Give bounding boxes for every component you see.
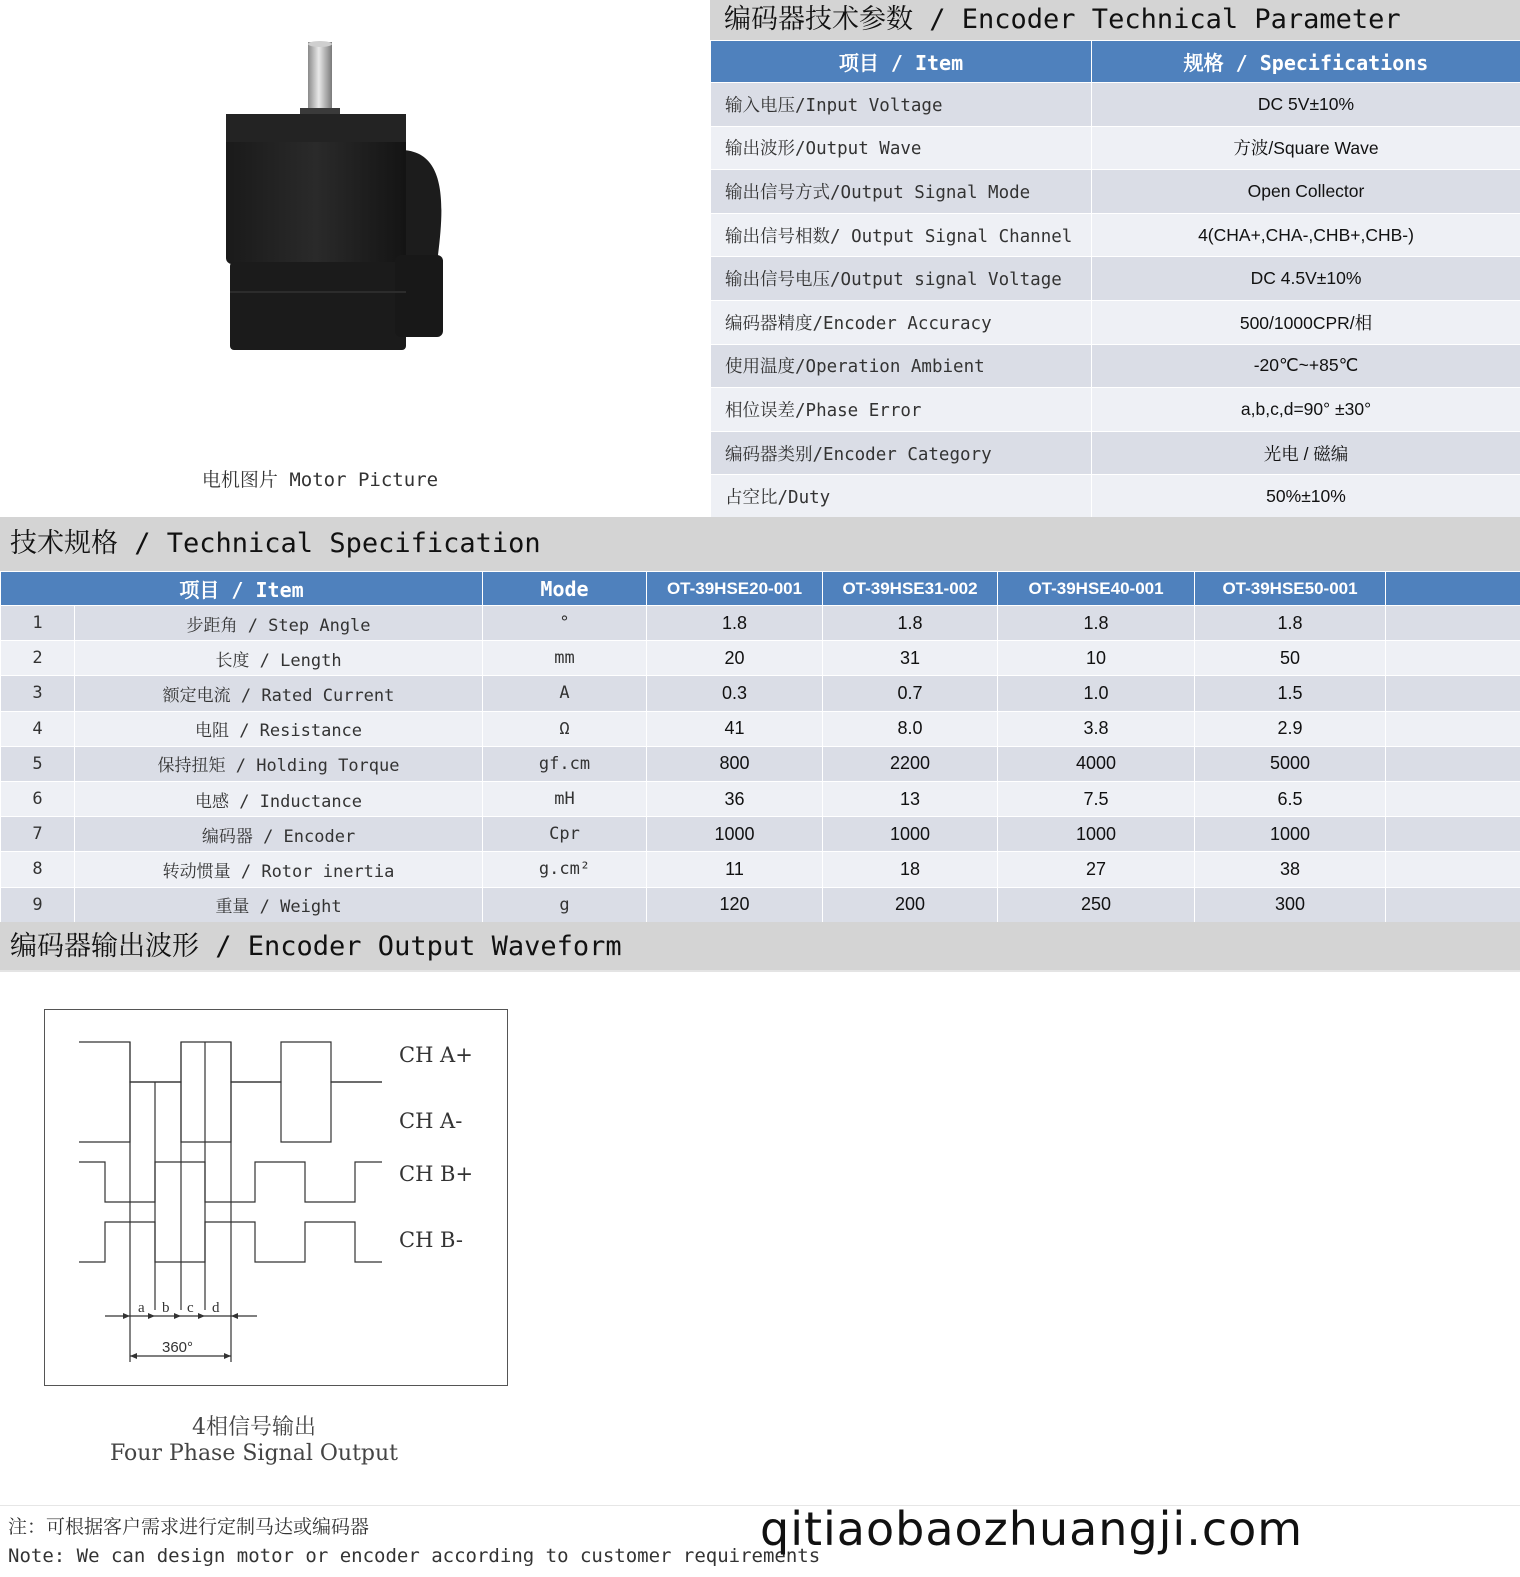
encoder-header-item: 项目 / Item [711, 41, 1092, 83]
encoder-table-row [711, 388, 1520, 432]
tech-row-unit: ° [483, 606, 647, 641]
tech-empty-cell [1386, 746, 1520, 781]
tech-value-cell: 7.5 [998, 781, 1195, 816]
tech-value-cell: 20 [647, 641, 823, 676]
channel-label-a-plus: CH A+ [399, 1043, 473, 1067]
encoder-item-cell: 输出信号方式/Output Signal Mode [711, 170, 1092, 214]
encoder-table-row [711, 170, 1520, 214]
encoder-spec-cell: a,b,c,d=90° ±30° [1092, 388, 1520, 432]
tech-row-label: 额定电流 / Rated Current [75, 676, 483, 711]
tech-header-model: OT-39HSE50-001 [1195, 572, 1386, 606]
encoder-spec-cell: 4(CHA+,CHA-,CHB+,CHB-) [1092, 213, 1520, 257]
encoder-spec-cell: 方波/Square Wave [1092, 126, 1520, 170]
tech-row-label: 电感 / Inductance [75, 781, 483, 816]
tech-row-number: 9 [1, 887, 75, 922]
tech-empty-cell [1386, 641, 1520, 676]
waveform-section-title: 编码器输出波形 / Encoder Output Waveform [0, 922, 1520, 972]
tech-table-row [1, 852, 1520, 887]
tech-value-cell: 120 [647, 887, 823, 922]
encoder-spec-cell: 50%±10% [1092, 475, 1520, 519]
tech-row-unit: Cpr [483, 817, 647, 852]
phase-label-c: c [187, 1300, 194, 1316]
tech-table-row [1, 606, 1520, 641]
tech-value-cell: 10 [998, 641, 1195, 676]
encoder-parameter-section [710, 0, 1520, 517]
tech-table-row [1, 711, 1520, 746]
encoder-item-cell: 相位误差/Phase Error [711, 388, 1092, 432]
encoder-item-cell: 输入电压/Input Voltage [711, 83, 1092, 127]
tech-row-label: 步距角 / Step Angle [75, 606, 483, 641]
phase-label-b: b [162, 1300, 170, 1316]
tech-value-cell: 50 [1195, 641, 1386, 676]
encoder-item-cell: 编码器精度/Encoder Accuracy [711, 300, 1092, 344]
tech-row-label: 保持扭矩 / Holding Torque [75, 746, 483, 781]
phase-label-d: d [212, 1300, 220, 1316]
tech-value-cell: 2200 [823, 746, 998, 781]
tech-header-mode: Mode [483, 572, 647, 606]
waveform-caption-cn: 4相信号输出 [192, 1415, 316, 1440]
tech-row-unit: gf.cm [483, 746, 647, 781]
encoder-table-header [711, 41, 1520, 83]
site-watermark: qitiaobaozhuangji.com [760, 1502, 1304, 1556]
tech-spec-table [0, 571, 1520, 923]
encoder-spec-cell: DC 4.5V±10% [1092, 257, 1520, 301]
encoder-spec-cell: Open Collector [1092, 170, 1520, 214]
tech-row-number: 4 [1, 711, 75, 746]
encoder-table-row [711, 475, 1520, 519]
tech-value-cell: 1000 [998, 817, 1195, 852]
tech-header-item: 项目 / Item [1, 572, 483, 606]
tech-row-number: 6 [1, 781, 75, 816]
tech-value-cell: 6.5 [1195, 781, 1386, 816]
motor-caption: 电机图片 Motor Picture [201, 469, 439, 491]
tech-value-cell: 300 [1195, 887, 1386, 922]
tech-table-row [1, 817, 1520, 852]
tech-section-title: 技术规格 / Technical Specification [0, 517, 1520, 571]
encoder-spec-cell: 500/1000CPR/相 [1092, 300, 1520, 344]
tech-value-cell: 5000 [1195, 746, 1386, 781]
tech-header-model: OT-39HSE40-001 [998, 572, 1195, 606]
tech-row-number: 1 [1, 606, 75, 641]
tech-value-cell: 2.9 [1195, 711, 1386, 746]
tech-value-cell: 27 [998, 852, 1195, 887]
motor-image [200, 30, 460, 370]
tech-header-model: OT-39HSE31-002 [823, 572, 998, 606]
tech-value-cell: 1.8 [998, 606, 1195, 641]
tech-empty-cell [1386, 676, 1520, 711]
tech-table-row [1, 746, 1520, 781]
tech-table-row [1, 781, 1520, 816]
encoder-spec-cell: DC 5V±10% [1092, 83, 1520, 127]
tech-value-cell: 1000 [1195, 817, 1386, 852]
tech-row-unit: g.cm² [483, 852, 647, 887]
tech-value-cell: 1000 [823, 817, 998, 852]
tech-empty-cell [1386, 817, 1520, 852]
tech-table-row [1, 887, 1520, 922]
encoder-table-row [711, 126, 1520, 170]
waveform-diagram [44, 1009, 508, 1386]
encoder-header-spec: 规格 / Specifications [1092, 41, 1520, 83]
encoder-table-row [711, 213, 1520, 257]
encoder-table-row [711, 83, 1520, 127]
tech-value-cell: 3.8 [998, 711, 1195, 746]
tech-table-row [1, 641, 1520, 676]
encoder-table-row [711, 431, 1520, 475]
channel-label-b-plus: CH B+ [399, 1162, 474, 1186]
tech-row-label: 重量 / Weight [75, 887, 483, 922]
encoder-item-cell: 使用温度/Operation Ambient [711, 344, 1092, 388]
tech-empty-cell [1386, 887, 1520, 922]
encoder-item-cell: 占空比/Duty [711, 475, 1092, 519]
tech-value-cell: 1.8 [823, 606, 998, 641]
tech-row-number: 7 [1, 817, 75, 852]
encoder-spec-cell: 光电 / 磁编 [1092, 431, 1520, 475]
tech-row-number: 2 [1, 641, 75, 676]
tech-row-unit: Ω [483, 711, 647, 746]
tech-row-label: 编码器 / Encoder [75, 817, 483, 852]
phase-label-a: a [138, 1300, 145, 1316]
tech-row-label: 长度 / Length [75, 641, 483, 676]
channel-label-b-minus: CH B- [399, 1228, 463, 1252]
encoder-spec-cell: -20℃~+85℃ [1092, 344, 1520, 388]
encoder-parameter-table [710, 40, 1520, 519]
tech-table-row [1, 676, 1520, 711]
tech-row-unit: A [483, 676, 647, 711]
tech-value-cell: 200 [823, 887, 998, 922]
footer-note-cn: 注：可根据客户需求进行定制马达或编码器 [8, 1516, 370, 1538]
encoder-section-title: 编码器技术参数 / Encoder Technical Parameter [710, 0, 1520, 40]
tech-row-unit: g [483, 887, 647, 922]
tech-value-cell: 8.0 [823, 711, 998, 746]
channel-label-a-minus: CH A- [399, 1109, 463, 1133]
period-label: 360° [162, 1339, 194, 1356]
tech-value-cell: 0.3 [647, 676, 823, 711]
encoder-table-row [711, 344, 1520, 388]
footer-note-en: Note: We can design motor or encoder according to customer requirements [8, 1545, 821, 1567]
tech-empty-cell [1386, 852, 1520, 887]
tech-value-cell: 1000 [647, 817, 823, 852]
tech-empty-cell [1386, 711, 1520, 746]
tech-header-empty [1386, 572, 1520, 606]
encoder-item-cell: 输出信号电压/Output signal Voltage [711, 257, 1092, 301]
tech-table-header [1, 572, 1520, 606]
motor-picture-area [0, 0, 710, 515]
tech-row-number: 3 [1, 676, 75, 711]
tech-row-unit: mm [483, 641, 647, 676]
tech-value-cell: 1.0 [998, 676, 1195, 711]
tech-value-cell: 250 [998, 887, 1195, 922]
tech-value-cell: 0.7 [823, 676, 998, 711]
tech-value-cell: 41 [647, 711, 823, 746]
encoder-item-cell: 输出波形/Output Wave [711, 126, 1092, 170]
tech-header-model: OT-39HSE20-001 [647, 572, 823, 606]
encoder-table-row [711, 300, 1520, 344]
tech-row-unit: mH [483, 781, 647, 816]
tech-row-label: 转动惯量 / Rotor inertia [75, 852, 483, 887]
tech-empty-cell [1386, 606, 1520, 641]
waveform-caption-en: Four Phase Signal Output [109, 1441, 399, 1466]
tech-value-cell: 36 [647, 781, 823, 816]
tech-value-cell: 1.8 [1195, 606, 1386, 641]
tech-value-cell: 1.5 [1195, 676, 1386, 711]
tech-value-cell: 4000 [998, 746, 1195, 781]
tech-empty-cell [1386, 781, 1520, 816]
tech-value-cell: 31 [823, 641, 998, 676]
encoder-item-cell: 编码器类别/Encoder Category [711, 431, 1092, 475]
tech-row-number: 8 [1, 852, 75, 887]
tech-row-label: 电阻 / Resistance [75, 711, 483, 746]
tech-row-number: 5 [1, 746, 75, 781]
tech-value-cell: 800 [647, 746, 823, 781]
encoder-table-row [711, 257, 1520, 301]
tech-value-cell: 18 [823, 852, 998, 887]
tech-value-cell: 11 [647, 852, 823, 887]
tech-value-cell: 38 [1195, 852, 1386, 887]
tech-value-cell: 1.8 [647, 606, 823, 641]
encoder-item-cell: 输出信号相数/ Output Signal Channel [711, 213, 1092, 257]
tech-value-cell: 13 [823, 781, 998, 816]
